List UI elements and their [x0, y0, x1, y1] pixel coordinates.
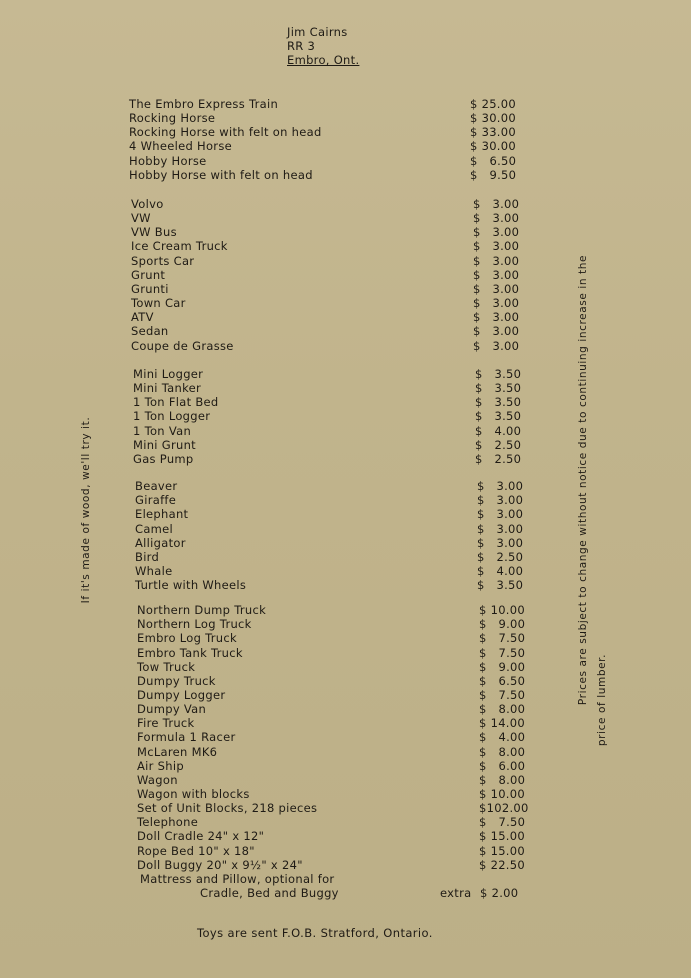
- item-name: Gas Pump: [133, 451, 194, 466]
- list-item: [137, 815, 557, 829]
- item-price: $ 8.00: [479, 772, 526, 787]
- item-name: Mini Logger: [133, 367, 204, 381]
- item-price: $ 9.50: [470, 167, 517, 182]
- item-name: Giraffe: [135, 493, 177, 508]
- item-name: Hobby Horse with felt on head: [129, 167, 313, 182]
- list-item: [137, 773, 557, 787]
- maker-name: Jim Cairns: [287, 25, 348, 39]
- list-item: [137, 730, 557, 744]
- item-price: $ 3.00: [473, 197, 520, 211]
- item-price: $ 3.00: [473, 338, 520, 353]
- item-price: $ 3.00: [473, 225, 520, 240]
- list-item: [131, 225, 551, 239]
- item-name: Sedan: [131, 324, 169, 339]
- item-price: $ 15.00: [479, 843, 525, 858]
- list-item: [137, 829, 557, 843]
- list-item: [133, 409, 553, 423]
- item-name: Mini Grunt: [133, 437, 196, 452]
- list-item: [137, 858, 557, 872]
- list-item: [131, 239, 551, 253]
- item-price: $ 2.50: [475, 451, 522, 466]
- item-name: Embro Tank Truck: [137, 645, 243, 660]
- item-name: McLaren MK6: [137, 744, 218, 759]
- item-price: $ 15.00: [479, 829, 525, 844]
- list-item: [131, 268, 551, 282]
- item-price: $ 10.00: [479, 787, 525, 801]
- item-name: Whale: [135, 563, 173, 578]
- list-item: [133, 367, 553, 381]
- item-name: Embro Log Truck: [137, 631, 237, 646]
- list-item: [137, 660, 557, 674]
- item-name: Doll Buggy 20" x 9½" x 24": [137, 857, 303, 872]
- item-name: Grunt: [131, 267, 166, 282]
- item-price: $ 8.00: [479, 744, 526, 759]
- list-item: [135, 550, 555, 564]
- list-item: [137, 759, 557, 773]
- item-price: $ 3.50: [477, 578, 524, 592]
- item-price: $ 25.00: [470, 97, 516, 111]
- list-item: [129, 154, 549, 168]
- item-name: Dumpy Logger: [137, 687, 226, 702]
- item-price: $ 3.00: [477, 507, 524, 522]
- item-price: $102.00: [479, 801, 529, 816]
- maker-route: RR 3: [287, 39, 316, 53]
- item-name: Set of Unit Blocks, 218 pieces: [137, 801, 318, 816]
- list-item: [137, 716, 557, 730]
- list-item: [133, 381, 553, 395]
- item-price: $ 3.50: [475, 381, 522, 396]
- extra-item-line1: Mattress and Pillow, optional for: [140, 872, 335, 886]
- list-item: [131, 211, 551, 225]
- maker-town: Embro, Ont.: [287, 53, 360, 67]
- list-item: [129, 139, 549, 153]
- item-price: $ 22.50: [479, 857, 525, 872]
- list-item: [133, 395, 553, 409]
- list-item: [131, 254, 551, 268]
- item-price: $ 3.00: [477, 479, 524, 493]
- list-item: [137, 801, 557, 815]
- item-name: Hobby Horse: [129, 153, 207, 168]
- list-item: [131, 282, 551, 296]
- item-price: $ 3.50: [475, 409, 522, 424]
- list-item: [131, 324, 551, 338]
- shipping-note: Toys are sent F.O.B. Stratford, Ontario.: [197, 926, 433, 940]
- item-name: VW: [131, 211, 151, 226]
- item-name: 1 Ton Logger: [133, 409, 211, 424]
- item-name: Rocking Horse: [129, 111, 216, 126]
- item-price: $ 3.00: [473, 296, 520, 311]
- item-price: $ 6.50: [479, 673, 526, 688]
- item-name: Volvo: [131, 197, 164, 211]
- item-name: Town Car: [131, 296, 186, 311]
- list-item: [135, 522, 555, 536]
- item-name: Ice Cream Truck: [131, 239, 228, 254]
- list-item: [133, 438, 553, 452]
- item-name: Mini Tanker: [133, 381, 202, 396]
- list-item: [129, 125, 549, 139]
- extra-label: extra: [440, 886, 472, 900]
- item-price: $ 30.00: [470, 111, 516, 126]
- list-item: [137, 617, 557, 631]
- item-name: 4 Wheeled Horse: [129, 139, 232, 154]
- item-price: $ 7.50: [479, 815, 526, 830]
- item-name: Wagon with blocks: [137, 787, 250, 801]
- item-name: Wagon: [137, 772, 178, 787]
- item-price: $ 10.00: [479, 603, 525, 617]
- item-name: Fire Truck: [137, 716, 195, 731]
- item-price: $ 9.00: [479, 659, 526, 674]
- item-name: Coupe de Grasse: [131, 338, 234, 353]
- item-name: 1 Ton Van: [133, 423, 192, 438]
- item-price: $ 6.50: [470, 153, 517, 168]
- item-name: Rope Bed 10" x 18": [137, 843, 255, 858]
- item-price: $ 3.00: [477, 521, 524, 536]
- list-item: [133, 452, 553, 466]
- price-change-notice-cont: price of lumber.: [596, 653, 608, 747]
- list-item: [135, 493, 555, 507]
- item-price: $ 3.00: [473, 253, 520, 268]
- letterhead: [287, 25, 359, 67]
- item-name: Camel: [135, 521, 174, 536]
- item-price: $ 4.00: [477, 563, 524, 578]
- item-name: Grunti: [131, 281, 169, 296]
- list-item: [137, 646, 557, 660]
- item-price: $ 14.00: [479, 716, 525, 731]
- item-price: $ 3.00: [477, 493, 524, 508]
- list-item: [137, 631, 557, 645]
- item-name: Dumpy Van: [137, 702, 207, 716]
- list-item: [137, 702, 557, 716]
- item-name: Formula 1 Racer: [137, 730, 236, 745]
- item-price: $ 3.00: [473, 310, 520, 325]
- item-name: The Embro Express Train: [129, 97, 279, 111]
- list-item: [129, 111, 549, 125]
- item-price: $ 7.50: [479, 687, 526, 702]
- item-price: $ 30.00: [470, 139, 516, 154]
- list-item: [137, 603, 557, 617]
- list-item: [137, 674, 557, 688]
- price-change-notice: Prices are subject to change without notice due to continuing increase in the: [577, 254, 589, 706]
- item-price: $ 4.00: [479, 730, 526, 745]
- item-price: $ 3.00: [477, 535, 524, 550]
- item-name: Northern Log Truck: [137, 617, 252, 632]
- item-price: $ 2.50: [477, 549, 524, 564]
- item-price: $ 9.00: [479, 617, 526, 632]
- list-item: [137, 844, 557, 858]
- item-price: $ 6.00: [479, 758, 526, 773]
- item-price: $ 3.00: [473, 211, 520, 226]
- item-name: Bird: [135, 549, 160, 564]
- item-price: $ 3.50: [475, 395, 522, 410]
- list-item: [131, 296, 551, 310]
- list-item: [135, 564, 555, 578]
- list-item: [129, 97, 549, 111]
- item-price: $ 3.00: [473, 281, 520, 296]
- item-price: $ 3.00: [473, 267, 520, 282]
- item-name: Turtle with Wheels: [135, 578, 247, 592]
- list-item: [135, 507, 555, 521]
- item-name: Air Ship: [137, 758, 184, 773]
- list-item: [137, 787, 557, 801]
- wood-slogan: If it's made of wood, we'll try it.: [80, 416, 92, 604]
- item-price: $ 4.00: [475, 423, 522, 438]
- item-name: 1 Ton Flat Bed: [133, 395, 219, 410]
- extra-item-line2: Cradle, Bed and Buggy extra $ 2.00: [200, 886, 519, 900]
- item-name: ATV: [131, 310, 154, 325]
- list-item: [135, 479, 555, 493]
- list-item: [133, 424, 553, 438]
- item-price: $ 7.50: [479, 645, 526, 660]
- list-item: [131, 339, 551, 353]
- item-name: Telephone: [137, 815, 199, 830]
- item-name: Dumpy Truck: [137, 673, 216, 688]
- item-name: Rocking Horse with felt on head: [129, 125, 322, 140]
- item-price: $ 8.00: [479, 702, 526, 716]
- list-item: [135, 578, 555, 592]
- item-price: $ 33.00: [470, 125, 516, 140]
- item-name: Tow Truck: [137, 659, 196, 674]
- item-price: $ 3.00: [473, 324, 520, 339]
- item-price: $ 7.50: [479, 631, 526, 646]
- item-name: Doll Cradle 24" x 12": [137, 829, 265, 844]
- item-price: $ 2.50: [475, 437, 522, 452]
- item-price: $ 3.50: [475, 367, 522, 381]
- list-item: [135, 536, 555, 550]
- item-name: Alligator: [135, 535, 186, 550]
- list-item: [129, 168, 549, 182]
- list-item: [137, 688, 557, 702]
- item-name: VW Bus: [131, 225, 177, 240]
- item-name: Elephant: [135, 507, 189, 522]
- item-name: Northern Dump Truck: [137, 603, 267, 617]
- list-item: [137, 745, 557, 759]
- extra-price: $ 2.00: [480, 886, 519, 900]
- item-price: $ 3.00: [473, 239, 520, 254]
- item-name: Beaver: [135, 479, 178, 493]
- list-item: [131, 197, 551, 211]
- list-item: [131, 310, 551, 324]
- item-name: Sports Car: [131, 253, 195, 268]
